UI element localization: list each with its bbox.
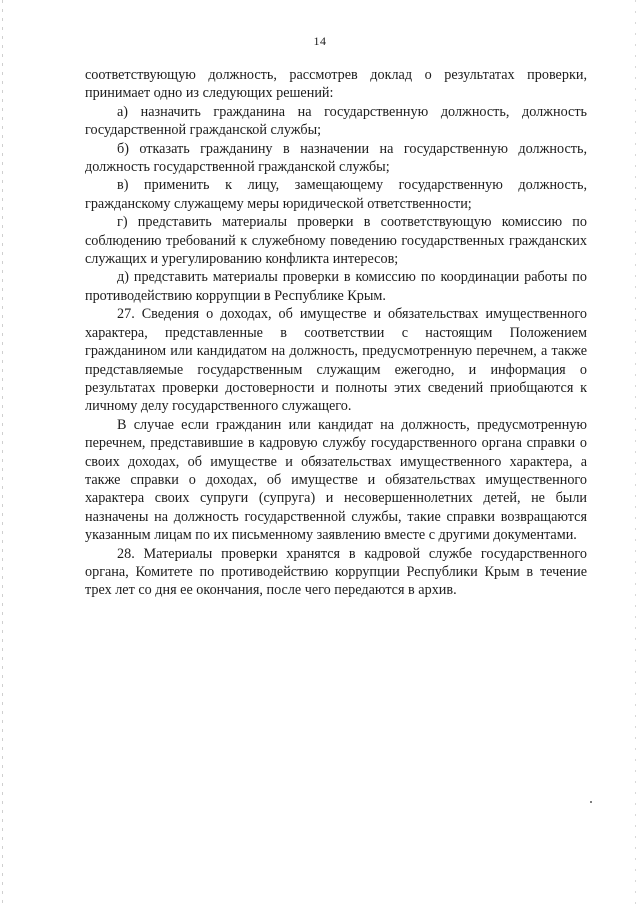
paragraph-continuation: соответствующую должность, рассмотрев доклад о результатах проверки, принимает одно из следующих решений:	[85, 67, 587, 102]
paragraph-item-d: д) представить материалы проверки в комиссию по координации работы по противодействию коррупции в Республике Крым.	[85, 269, 587, 304]
paragraph-item-v: в) применить к лицу, замещающему государственную должность, гражданскому служащему меры юридической ответственности;	[85, 177, 587, 212]
scan-edge-left	[2, 0, 3, 905]
scan-edge-right	[635, 0, 636, 905]
scan-speck	[590, 801, 592, 803]
page-number: 14	[313, 34, 327, 48]
document-body	[85, 66, 587, 600]
paragraph-28: 28. Материалы проверки хранятся в кадровой службе государственного органа, Комитете по противодействию коррупции Республики Крым в течение трех лет со дня ее окончания, после чего передаются в архив.	[85, 545, 587, 599]
paragraph-item-g: г) представить материалы проверки в соответствующую комиссию по соблюдению требований к служебному поведению государственных гражданских служащих и урегулированию конфликта интересов;	[85, 214, 587, 268]
paragraph-item-b: б) отказать гражданину в назначении на государственную должность, должность государственной гражданской службы;	[85, 140, 587, 176]
paragraph-item-a: а) назначить гражданина на государственную должность, должность государственной гражданской службы;	[85, 103, 587, 139]
paragraph-27-continuation: В случае если гражданин или кандидат на должность, предусмотренную перечнем, представившие в кадровую службу государственного органа справки о своих доходах, об имуществе и обязательствах имущественного характера, а также справки о доходах, об имуществе и обязательствах имущественного характера своих супруги (супруга) и несовершеннолетних детей, не были назначены на должность государственной службы, такие справки возвращаются указанным лицам по их письменному заявлению вместе с другими документами.	[85, 416, 587, 544]
paragraph-27: 27. Сведения о доходах, об имуществе и обязательствах имущественного характера, представленные в соответствии с настоящим Положением гражданином или кандидатом на должность, предусмотренную перечнем, а также представляемые государственным служащим ежегодно, и информация о результатах проверки достоверности и полноты этих сведений приобщаются к личному делу государственного служащего.	[85, 306, 587, 415]
